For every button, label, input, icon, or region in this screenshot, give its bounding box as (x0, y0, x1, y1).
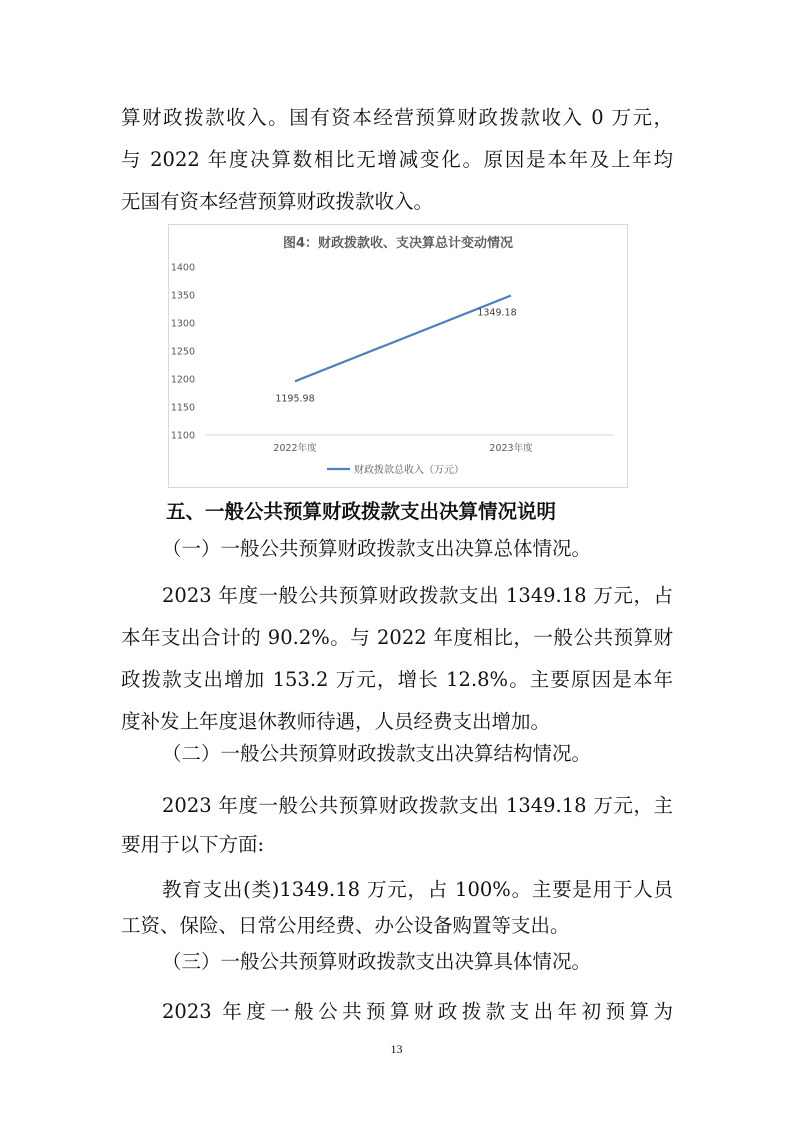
line-p5-1: 2023 年度一般公共预算财政拨款支出年初预算为 (162, 1000, 673, 1023)
y-tick-label: 1300 (170, 318, 195, 330)
y-tick-label: 1150 (170, 402, 195, 414)
y-tick-label: 1400 (170, 262, 195, 274)
page-number: 13 (390, 1042, 403, 1056)
subheading-1: （一）一般公共预算财政拨款支出决算总体情况。 (162, 537, 592, 560)
line-p3-2: 要用于以下方面: (121, 833, 265, 856)
line-p4-1: 教育支出(类)1349.18 万元，占 100%。主要是用于人员 (162, 878, 673, 901)
line-3: 无国有资本经营预算财政拨款收入。 (121, 190, 434, 213)
line-chart (168, 224, 628, 488)
data-label: 1349.18 (477, 307, 517, 319)
line-1: 算财政拨款收入。国有资本经营预算财政拨款收入 0 万元， (121, 106, 673, 129)
x-tick-label: 2022年度 (273, 443, 317, 454)
data-labels (275, 307, 516, 404)
chart-title: 图4：财政拨款收、支决算总计变动情况 (282, 236, 514, 251)
line-2: 与 2022 年度决算数相比无增减变化。原因是本年及上年均 (121, 148, 673, 171)
legend-label: 财政拨款总收入（万元） (354, 465, 464, 476)
line-p2-1: 2023 年度一般公共预算财政拨款支出 1349.18 万元，占 (162, 584, 673, 607)
y-tick-label: 1350 (170, 290, 195, 302)
line-p3-1: 2023 年度一般公共预算财政拨款支出 1349.18 万元，主 (162, 794, 673, 817)
y-axis-ticks (171, 263, 195, 442)
line-p2-2: 本年支出合计的 90.2%。与 2022 年度相比，一般公共预算财 (121, 626, 673, 649)
y-tick-label: 1200 (170, 374, 195, 386)
line-p2-3: 政拨款支出增加 153.2 万元，增长 12.8%。主要原因是本年 (121, 668, 673, 691)
line-p4-2: 工资、保险、日常公用经费、办公设备购置等支出。 (121, 914, 570, 937)
section-5-heading: 五、一般公共预算财政拨款支出决算情况说明 (166, 500, 557, 523)
chart-svg (169, 225, 627, 487)
subheading-3: （三）一般公共预算财政拨款支出决算具体情况。 (162, 950, 592, 973)
x-tick-label: 2023年度 (489, 443, 533, 454)
y-tick-label: 1250 (170, 346, 195, 358)
y-tick-label: 1100 (170, 430, 195, 442)
subheading-2: （二）一般公共预算财政拨款支出决算结构情况。 (162, 742, 592, 765)
data-label: 1195.98 (275, 393, 315, 405)
x-axis-ticks (273, 442, 533, 454)
line-p2-4: 度补发上年度退休教师待遇，人员经费支出增加。 (121, 710, 551, 733)
